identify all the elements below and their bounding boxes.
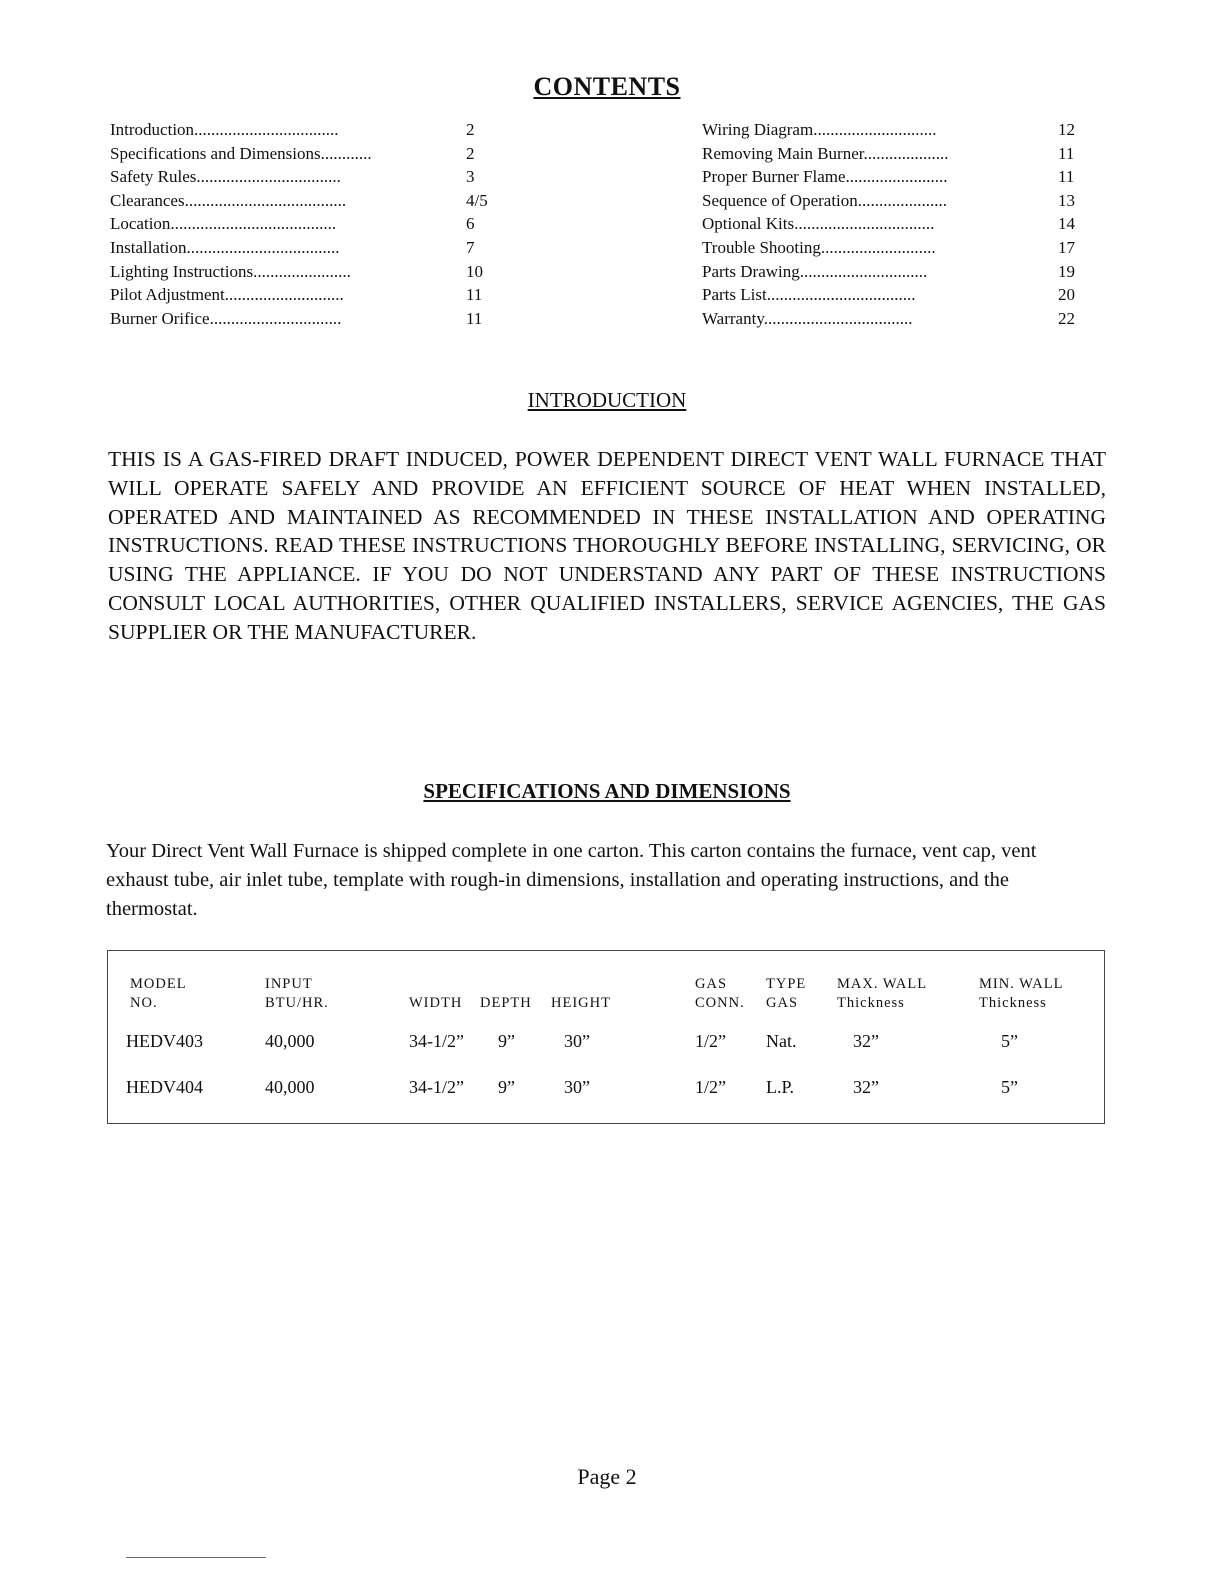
specifications-table [107,950,1105,1124]
toc-item-label: Location....................................... [110,214,337,234]
cell-depth: 9” [498,1077,515,1097]
header-gas-line2: CONN. [695,995,745,1011]
toc-item[interactable] [702,307,1102,331]
header-max-line1: MAX. WALL [837,976,928,992]
toc-item-page: 11 [466,308,483,328]
page-number: Page 2 [577,1464,637,1489]
cell-input: 40,000 [265,1077,315,1097]
bottom-divider [126,1557,266,1558]
cell-max-wall: 32” [853,1031,879,1051]
toc-item-page: 11 [466,285,483,305]
toc-item-page: 4/5 [466,190,488,210]
header-input-line1: INPUT [265,976,313,992]
cell-type-gas: L.P. [766,1077,795,1097]
header-input-line2: BTU/HR. [265,995,329,1011]
introduction-body: THIS IS A GAS-FIRED DRAFT INDUCED, POWER DEPENDENT DIRECT VENT WALL FURNACE THAT WILL OPERATE SAFELY AND PROVIDE AN EFFICIENT SOURCE OF HEAT WHEN INSTALLED, OPERATED AND MAINTAINED AS RECOMMENDED IN THESE INSTALLATION AND OPERATING INSTRUCTIONS. READ THESE INSTRUCTIONS THOROUGHLY BEFORE INSTALLING, SERVICING, OR USING THE APPLIANCE. IF YOU DO NOT UNDERSTAND ANY PART OF THESE INSTRUCTIONS CONSULT LOCAL AUTHORITIES, OTHER QUALIFIED INSTALLERS, SERVICE AGENCIES, THE GAS SUPPLIER OR THE MANUFACTURER. [108,447,1106,644]
toc-item-page: 10 [466,261,483,281]
introduction-title: INTRODUCTION [527,388,687,412]
header-width: WIDTH [409,995,463,1011]
toc-item-page: 22 [1058,308,1075,328]
cell-max-wall: 32” [853,1077,879,1097]
toc-item[interactable] [702,212,1102,236]
toc-item-page: 12 [1058,120,1075,139]
header-min-line1: MIN. WALL [979,976,1064,992]
toc-item-page: 20 [1058,285,1075,305]
toc-item-page: 7 [466,237,475,257]
cell-model: HEDV403 [126,1031,203,1051]
toc-item-page: 3 [466,167,475,187]
cell-gas-conn: 1/2” [695,1031,726,1051]
toc-item[interactable] [702,236,1102,260]
header-model-line2: NO. [130,995,158,1011]
toc-item-page: 2 [466,120,475,139]
toc-item-label: Specifications and Dimensions............ [110,143,372,163]
toc-item-label: Introduction.................................. [110,120,339,139]
cell-min-wall: 5” [1001,1077,1018,1097]
contents-title: CONTENTS [533,72,681,101]
toc-item[interactable] [702,283,1102,307]
toc-item-page: 6 [466,214,475,234]
header-min-line2: Thickness [979,995,1047,1011]
cell-width: 34-1/2” [409,1031,464,1051]
toc-item[interactable] [702,260,1102,284]
header-model [130,975,187,1013]
toc-item-label: Lighting Instructions....................... [110,261,351,281]
cell-input: 40,000 [265,1031,315,1051]
toc-item-label: Parts List................................... [702,285,916,305]
toc-item-page: 13 [1058,190,1075,210]
cell-type-gas: Nat. [766,1031,797,1051]
toc-item-label: Sequence of Operation..................... [702,190,948,210]
toc-item[interactable] [110,142,510,166]
toc-item-label: Safety Rules.................................. [110,167,341,187]
toc-item-label: Proper Burner Flame........................ [702,167,948,187]
header-model-line1: MODEL [130,976,187,992]
toc-item-page: 2 [466,143,475,163]
toc-item-label: Installation.................................... [110,237,340,257]
header-height: HEIGHT [551,995,611,1011]
header-depth: DEPTH [480,995,532,1011]
toc-item-label: Warranty................................... [702,308,913,328]
toc-item-page: 19 [1058,261,1075,281]
toc-item-page: 11 [1058,167,1075,187]
toc-item[interactable] [110,260,510,284]
header-gas-conn [695,975,745,1013]
toc-right-column [702,118,1102,330]
header-gas-line1: GAS [695,976,728,992]
toc-item-label: Parts Drawing.............................. [702,261,928,281]
toc-item[interactable] [702,189,1102,213]
specifications-body: Your Direct Vent Wall Furnace is shipped complete in one carton. This carton contains the furnace, vent cap, vent exhaust tube, air inlet tube, template with rough-in dimensions, installation and operating instructions, and the thermostat. [106,840,1037,920]
toc-item-label: Burner Orifice............................... [110,308,342,328]
header-min-wall [979,975,1063,1013]
toc-item[interactable] [702,118,1102,142]
toc-item-label: Removing Main Burner.................... [702,143,949,163]
cell-depth: 9” [498,1031,515,1051]
cell-gas-conn: 1/2” [695,1077,726,1097]
toc-item-label: Wiring Diagram............................. [702,120,937,139]
header-max-wall [837,975,927,1013]
toc-item[interactable] [110,189,510,213]
header-max-line2: Thickness [837,995,905,1011]
toc-item-label: Clearances...................................... [110,190,347,210]
toc-item-label: Trouble Shooting........................... [702,237,936,257]
cell-height: 30” [564,1031,590,1051]
cell-model: HEDV404 [126,1077,203,1097]
toc-item[interactable] [702,165,1102,189]
toc-item-label: Optional Kits................................. [702,214,935,234]
toc-item[interactable] [110,283,510,307]
toc-item-page: 17 [1058,237,1075,257]
toc-item-label: Pilot Adjustment............................ [110,285,344,305]
toc-item[interactable] [110,165,510,189]
toc-item[interactable] [110,307,510,331]
header-type-gas [766,975,806,1013]
header-type-line1: TYPE [766,976,807,992]
cell-height: 30” [564,1077,590,1097]
toc-item[interactable] [110,118,510,142]
toc-item-page: 11 [1058,143,1075,163]
toc-item-page: 14 [1058,214,1075,234]
toc-item[interactable] [702,142,1102,166]
toc-item[interactable] [110,236,510,260]
toc-item[interactable] [110,212,510,236]
header-input [265,975,329,1013]
cell-width: 34-1/2” [409,1077,464,1097]
toc-left-column [110,118,510,330]
specifications-title: SPECIFICATIONS AND DIMENSIONS [423,779,791,803]
header-type-line2: GAS [766,995,799,1011]
cell-min-wall: 5” [1001,1031,1018,1051]
